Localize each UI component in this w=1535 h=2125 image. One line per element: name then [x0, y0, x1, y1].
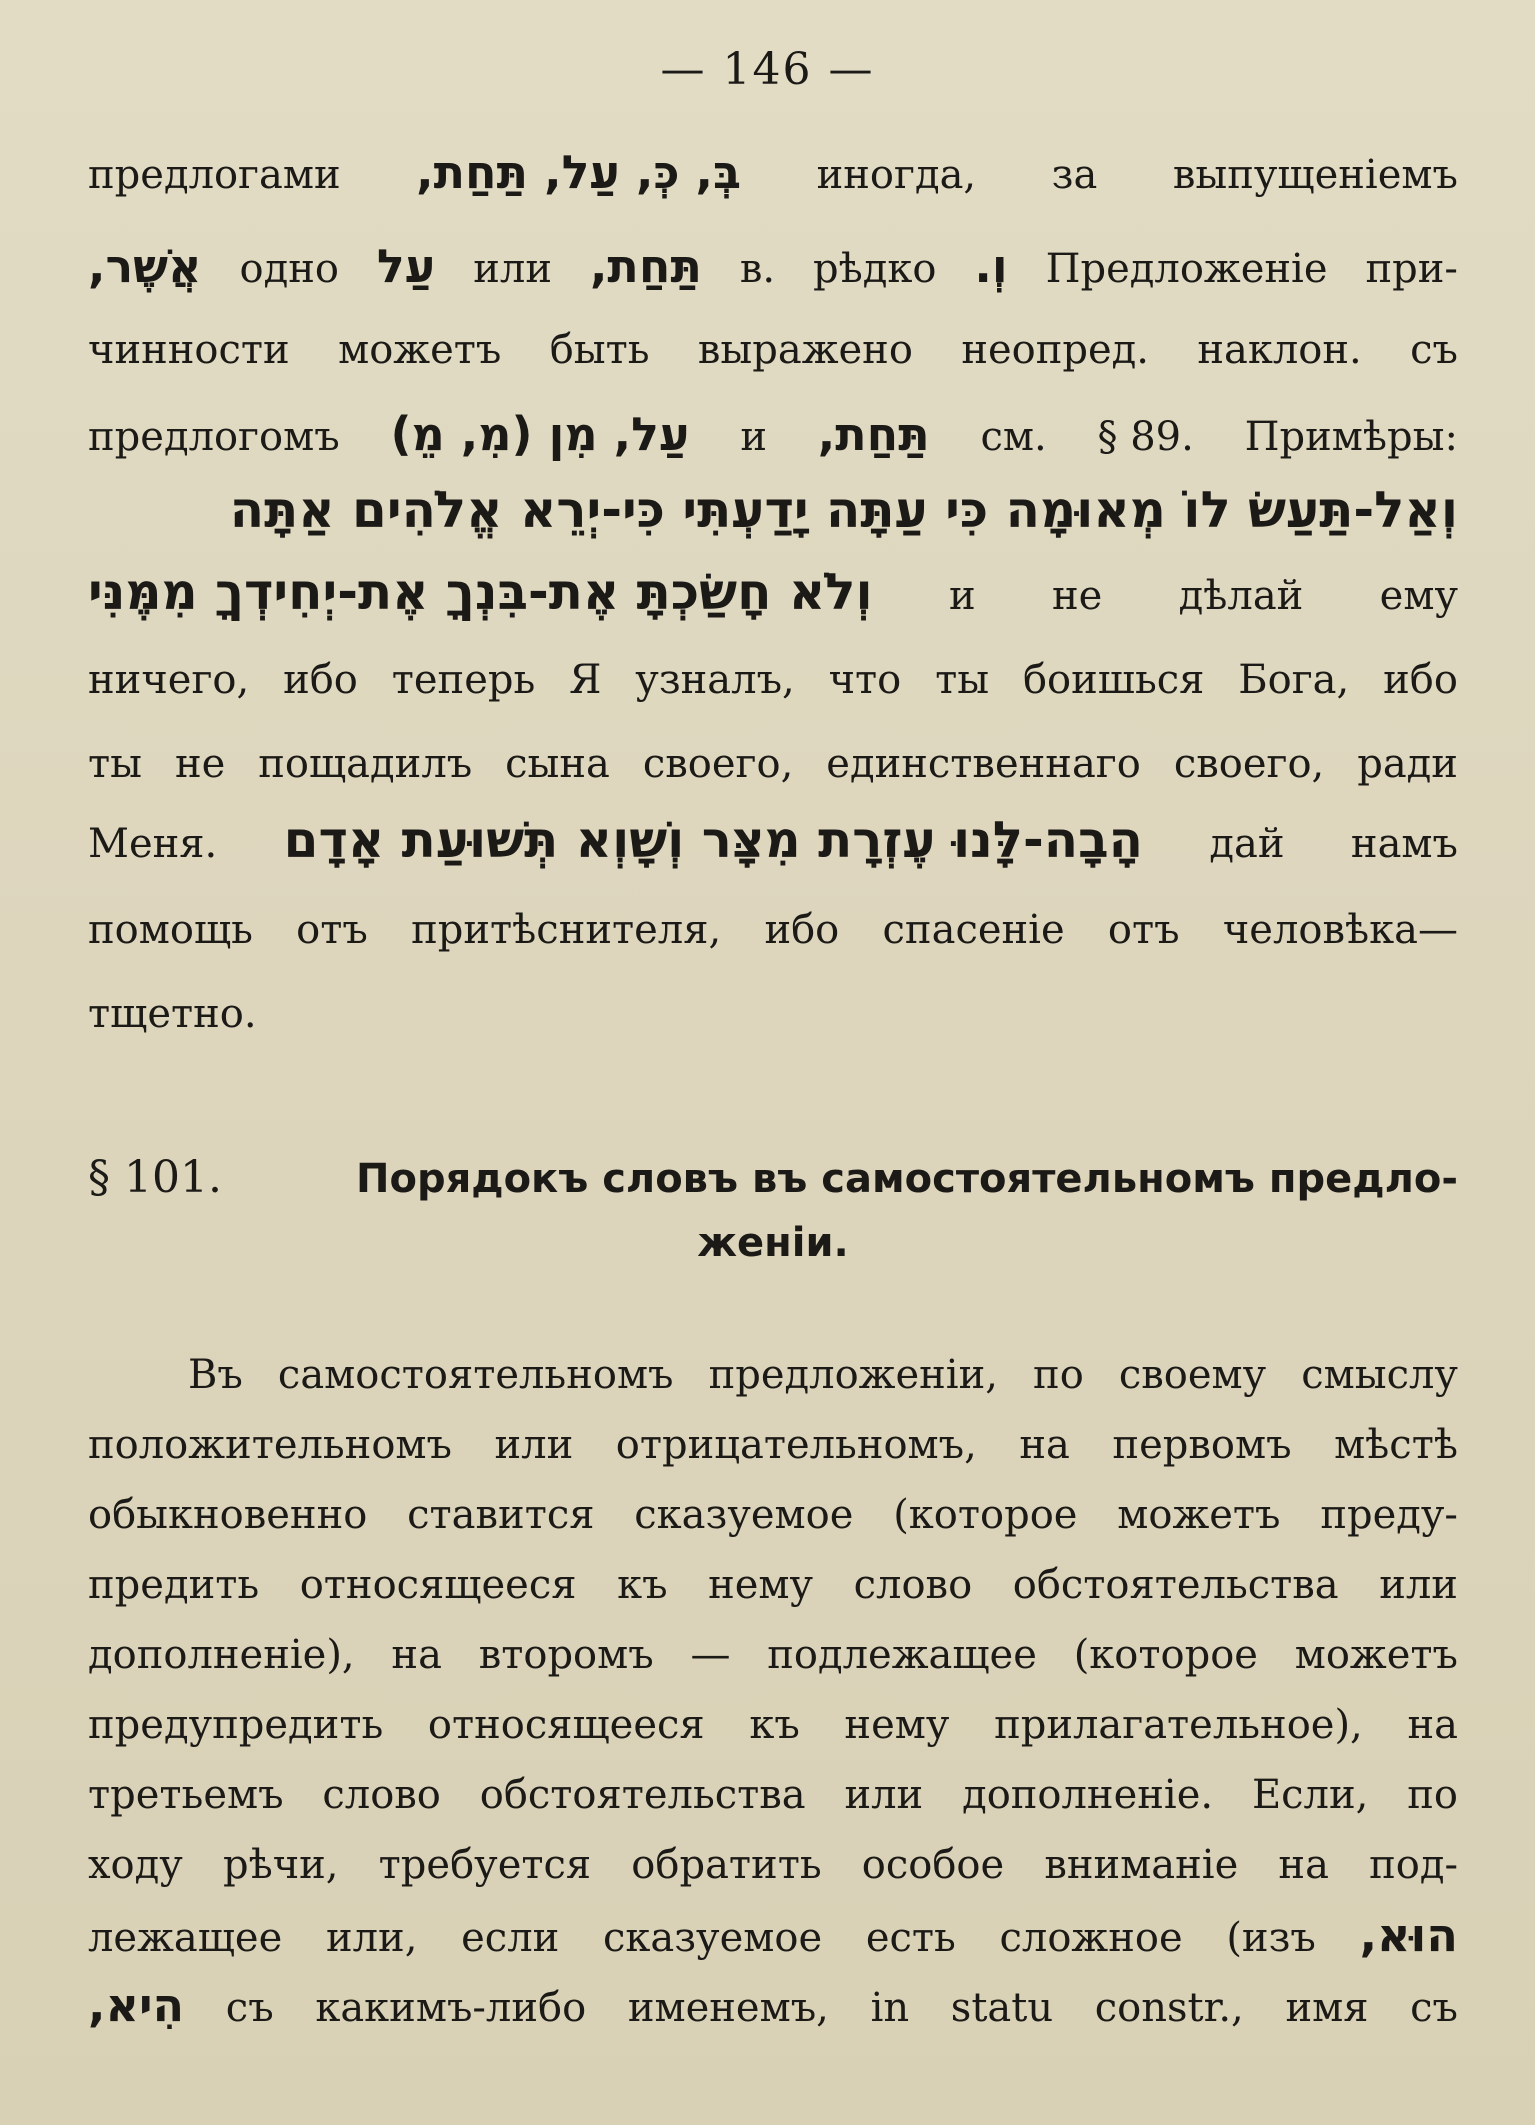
word: сказуемое [602, 1915, 823, 1961]
word: быть [549, 327, 650, 373]
word: не [174, 741, 226, 787]
word: теперь [391, 657, 536, 703]
section-title-continued: женіи. [697, 1220, 849, 1266]
word: слово [853, 1562, 973, 1608]
word: положительномъ [88, 1422, 452, 1468]
word: или [844, 1772, 924, 1818]
word: ради [1357, 741, 1458, 787]
word: боишься [1022, 657, 1205, 703]
text-line [88, 483, 1458, 553]
word: первомъ [1112, 1422, 1292, 1468]
hebrew-text: הוּא, [1359, 1908, 1458, 1962]
word: имя [1285, 1985, 1369, 2031]
word: помощь [88, 907, 253, 953]
text-line [88, 1838, 1458, 1898]
text-line [88, 1348, 1458, 1408]
word: подлежащее [767, 1632, 1037, 1678]
text-line [88, 323, 1458, 383]
word: отъ [1107, 907, 1180, 953]
word: нему [844, 1702, 950, 1748]
section-number: § 101. [88, 1152, 222, 1203]
section-title: Порядокъ словъ въ самостоятельномъ предло- [356, 1156, 1458, 1202]
word: съ [1410, 327, 1458, 373]
word: Предложеніе [1045, 246, 1328, 292]
word: есть [865, 1915, 956, 1961]
word: пощадилъ [258, 741, 473, 787]
word: на [391, 1632, 442, 1678]
hebrew-text: וְאַל-תַּעַשׂ לוֹ מְאוּמָה כִּי עַתָּה יָדַעְתִּי כִּי-יְרֵא אֱלֹהִים אַתָּה [229, 483, 1458, 539]
text-line [88, 565, 1458, 635]
word: какимъ-либо [315, 1985, 587, 2031]
word: по [1407, 1772, 1458, 1818]
text-line [88, 145, 1458, 205]
word: или [494, 1422, 574, 1468]
word: можетъ [1117, 1492, 1281, 1538]
word: (которое [1073, 1632, 1258, 1678]
word: обратить [631, 1842, 822, 1888]
text-line [88, 813, 1458, 883]
word: если [461, 1915, 560, 1961]
text-line [88, 1698, 1458, 1758]
word: мѣстѣ [1334, 1422, 1458, 1468]
text-line [88, 1558, 1458, 1618]
word: третьемъ [88, 1772, 284, 1818]
hebrew-text: עַל, מִן (מִ, מֵ) [390, 407, 690, 461]
word: къ [749, 1702, 800, 1748]
word: за [1051, 152, 1098, 198]
hebrew-text: וְלֹא חָשַׂכְתָּ אֶת-בִּנְךָ אֶת-יְחִידְךָ מִמֶּנִּי [88, 565, 873, 621]
word: можетъ [338, 327, 502, 373]
word: смыслу [1301, 1352, 1458, 1398]
word: иногда, [816, 152, 977, 198]
text-line [88, 407, 1458, 467]
word: ему [1379, 573, 1458, 619]
word: относящееся [427, 1702, 705, 1748]
word: дополненіе), [88, 1632, 355, 1678]
word: Я [569, 657, 602, 703]
word: одно [239, 246, 339, 292]
word: своего, [642, 741, 794, 787]
word: ходу [88, 1842, 183, 1888]
word: выражено [697, 327, 913, 373]
word: сказуемое [634, 1492, 854, 1538]
word: на [1278, 1842, 1329, 1888]
word: в. [739, 246, 776, 292]
word: своего, [1173, 741, 1325, 787]
word: — [690, 1632, 731, 1678]
word: § 89. [1097, 414, 1194, 460]
text-line [88, 1488, 1458, 1548]
text-line [88, 653, 1458, 713]
word: ты [88, 741, 142, 787]
text-line [88, 1908, 1458, 1968]
text-line [88, 1628, 1458, 1688]
text-line [88, 1418, 1458, 1478]
word: особое [861, 1842, 1005, 1888]
word: съ [1410, 1985, 1458, 2031]
word: дополненіе. [962, 1772, 1214, 1818]
word: рѣчи, [222, 1842, 339, 1888]
word: constr., [1094, 1985, 1244, 2031]
word: и [740, 414, 767, 460]
word: см. [980, 414, 1047, 460]
text-line [88, 1768, 1458, 1828]
word: ставится [407, 1492, 595, 1538]
word: предить [88, 1562, 260, 1608]
word: спасеніе [882, 907, 1065, 953]
word: своему [1118, 1352, 1267, 1398]
word: намъ [1350, 821, 1458, 867]
text-line [88, 987, 1458, 1047]
word: обстоятельства [1012, 1562, 1339, 1608]
word: ибо [764, 907, 840, 953]
hebrew-text: עַל [376, 239, 436, 293]
word: или [1379, 1562, 1458, 1608]
word: дай [1209, 821, 1285, 867]
hebrew-text: תַּחַת, [589, 239, 702, 293]
word: ибо [1383, 657, 1458, 703]
word: предлогомъ [88, 414, 340, 460]
word: самостоятельномъ [277, 1352, 674, 1398]
section-heading [88, 1150, 1458, 1271]
text-line [88, 1978, 1458, 2038]
word: (изъ [1226, 1915, 1316, 1961]
word: на [1407, 1702, 1458, 1748]
word: человѣка— [1222, 907, 1458, 953]
hebrew-text: אֲשֶׁר, [88, 239, 202, 293]
word: ибо [283, 657, 358, 703]
section-heading-line [88, 1150, 1458, 1207]
word: нему [708, 1562, 814, 1608]
word: именемъ, [627, 1985, 829, 2031]
word: узналъ, [635, 657, 795, 703]
word: чинности [88, 327, 290, 373]
word: выпущеніемъ [1172, 152, 1458, 198]
text-line [88, 903, 1458, 963]
word: сына [505, 741, 610, 787]
hebrew-text: וְ. [974, 239, 1008, 293]
hebrew-text: הָבָה-לָּנוּ עֶזְרָת מִצָּר וְשָׁוְא תְּשׁוּעַת אָדָם [283, 813, 1143, 869]
word: Если, [1251, 1772, 1369, 1818]
word: по [1033, 1352, 1084, 1398]
word: обстоятельства [479, 1772, 806, 1818]
word: единственнаго [826, 741, 1141, 787]
word: при- [1365, 246, 1458, 292]
word: прилагательное), [994, 1702, 1363, 1748]
word: предлогами [88, 152, 341, 198]
word: къ [617, 1562, 668, 1608]
word: слово [322, 1772, 441, 1818]
word: сложное [999, 1915, 1183, 1961]
word: предупредить [88, 1702, 384, 1748]
word: Меня. [88, 821, 218, 867]
text-line [88, 737, 1458, 797]
text-line [88, 239, 1458, 299]
word: Примѣры: [1244, 414, 1458, 460]
word: ты [935, 657, 990, 703]
word: Бога, [1238, 657, 1350, 703]
word: вниманіе [1044, 1842, 1239, 1888]
word: лежащее [88, 1915, 283, 1961]
word: преду- [1320, 1492, 1458, 1538]
word: под- [1369, 1842, 1458, 1888]
word: предложеніи, [708, 1352, 998, 1398]
word: второмъ [478, 1632, 654, 1678]
word: неопред. [961, 327, 1150, 373]
word: не [1051, 573, 1103, 619]
word: что [828, 657, 902, 703]
word: дѣлай [1178, 573, 1304, 619]
word: ничего, [88, 657, 250, 703]
word: притѣснителя, [411, 907, 722, 953]
word: съ [225, 1985, 274, 2031]
word: рѣдко [813, 246, 937, 292]
word: in [870, 1985, 910, 2031]
word: требуется [378, 1842, 592, 1888]
word: statu [950, 1985, 1054, 2031]
page-number: — 146 — [660, 44, 875, 95]
word: или [473, 246, 552, 292]
word: (которое [893, 1492, 1078, 1538]
word: относящееся [299, 1562, 577, 1608]
hebrew-text: הִיא, [88, 1978, 185, 2032]
word: и [948, 573, 976, 619]
word: можетъ [1294, 1632, 1458, 1678]
hebrew-text: תַּחַת, [817, 407, 930, 461]
word: отъ [296, 907, 368, 953]
word: тщетно. [88, 991, 257, 1037]
word: на [1019, 1422, 1070, 1468]
word: наклон. [1197, 327, 1362, 373]
word: или, [325, 1915, 418, 1961]
word: обыкновенно [88, 1492, 368, 1538]
hebrew-text: בְּ, כְּ, עַל, תַּחַת, [416, 145, 742, 199]
word: Въ [188, 1352, 243, 1398]
word: отрицательномъ, [615, 1422, 977, 1468]
